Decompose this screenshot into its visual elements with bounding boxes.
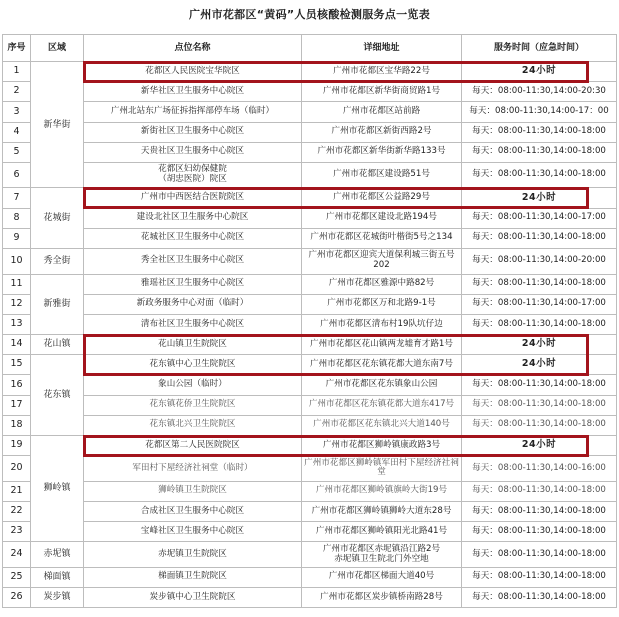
cell-site-name: 象山公园（临时） [84,375,302,395]
cell-seq: 15 [3,355,31,375]
table-row [3,142,617,162]
cell-hours: 每天：08:00-11:30,14:00-18:00 [462,522,617,542]
table-row [3,395,617,415]
cell-region: 赤坭镇 [31,542,84,568]
cell-seq: 9 [3,228,31,248]
cell-site-name: 清布社区卫生服务中心院区 [84,314,302,334]
cell-address: 广州市花都区赤坭镇沿江路2号 赤坭镇卫生院北门外空地 [302,542,462,568]
table-row [3,208,617,228]
table-row [3,228,617,248]
table-row [3,188,617,208]
cell-site-name: 广州市中西医结合医院院区 [84,188,302,208]
cell-region: 花东镇 [31,355,84,436]
cell-address: 广州市花都区建设北路194号 [302,208,462,228]
cell-seq: 12 [3,294,31,314]
cell-region: 花山镇 [31,335,84,355]
cell-hours: 每天：08:00-11:30,14:00-20:00 [462,249,617,275]
table-row [3,481,617,501]
cell-site-name: 花都区妇幼保健院 （胡忠医院）院区 [84,162,302,188]
cell-seq: 7 [3,188,31,208]
cell-address: 广州市花都区花东镇花都大道东南7号 [302,355,462,375]
table-row [3,335,617,355]
header-name: 点位名称 [84,35,302,62]
cell-address: 广州市花都区迎宾大道保利城三街五号202 [302,249,462,275]
header-seq: 序号 [3,35,31,62]
cell-address: 广州市花都区雅源中路82号 [302,274,462,294]
cell-seq: 23 [3,522,31,542]
cell-hours: 每天：08:00-11:30,14:00-18:00 [462,122,617,142]
cell-region: 梯面镇 [31,567,84,587]
cell-seq: 20 [3,456,31,482]
cell-hours: 每天：08:00-11:30,14:00-18:00 [462,375,617,395]
cell-address: 广州市花都区狮岭镇狮岭大道东28号 [302,501,462,521]
cell-site-name: 宝峰社区卫生服务中心院区 [84,522,302,542]
table-row [3,162,617,188]
cell-hours: 24小时 [462,436,617,456]
cell-region: 炭步镇 [31,587,84,607]
cell-site-name: 建设北社区卫生服务中心院区 [84,208,302,228]
cell-hours: 每天：08:00-11:30,14:00-18:00 [462,501,617,521]
cell-site-name: 花城社区卫生服务中心院区 [84,228,302,248]
cell-address: 广州市花都区花城街叶楷街5号之134 [302,228,462,248]
cell-site-name: 狮岭镇卫生院院区 [84,481,302,501]
cell-seq: 8 [3,208,31,228]
cell-hours: 每天：08:00-11:30,14:00-20:30 [462,82,617,102]
cell-seq: 13 [3,314,31,334]
table-row [3,501,617,521]
cell-site-name: 花东镇花侨卫生院院区 [84,395,302,415]
cell-seq: 14 [3,335,31,355]
cell-hours: 每天：08:00-11:30,14:00-18:00 [462,542,617,568]
cell-seq: 16 [3,375,31,395]
cell-address: 广州市花都区新街西路2号 [302,122,462,142]
cell-address: 广州市花都区狮岭镇阳光北路41号 [302,522,462,542]
table-body [3,62,617,608]
table-row [3,82,617,102]
page-title: 广州市花都区“黄码”人员核酸检测服务点一览表 [188,8,431,21]
cell-hours: 24小时 [462,355,617,375]
cell-seq: 21 [3,481,31,501]
table-row [3,587,617,607]
table-row [3,249,617,275]
cell-hours: 24小时 [462,188,617,208]
cell-site-name: 花都区第二人民医院院区 [84,436,302,456]
cell-site-name: 广州北站东广场征拆指挥部停车场（临时） [84,102,302,122]
cell-hours: 每天：08:00-11:30,14:00-17:00 [462,208,617,228]
table-row [3,542,617,568]
cell-address: 广州市花都区花东镇花都大道东417号 [302,395,462,415]
cell-address: 广州市花都区公益路29号 [302,188,462,208]
table-row [3,314,617,334]
cell-seq: 11 [3,274,31,294]
cell-site-name: 军田村下屋经济社祠堂（临时） [84,456,302,482]
cell-site-name: 雅瑶社区卫生服务中心院区 [84,274,302,294]
cell-address: 广州市花都区万和北路9-1号 [302,294,462,314]
cell-site-name: 天贵社区卫生服务中心院区 [84,142,302,162]
cell-seq: 2 [3,82,31,102]
cell-site-name: 秀全社区卫生服务中心院区 [84,249,302,275]
header-region: 区域 [31,35,84,62]
cell-hours: 每天：08:00-11:30,14:00-18:00 [462,314,617,334]
cell-address: 广州市花都区花山镇两龙墟育才路1号 [302,335,462,355]
header-hours: 服务时间（应急时间） [462,35,617,62]
cell-seq: 10 [3,249,31,275]
cell-hours: 每天：08:00-11:30,14:00-18:00 [462,274,617,294]
table-row [3,294,617,314]
cell-seq: 3 [3,102,31,122]
cell-address: 广州市花都区狮岭镇旗岭大街19号 [302,481,462,501]
cell-seq: 4 [3,122,31,142]
cell-site-name: 新政务服务中心对面（临时） [84,294,302,314]
cell-address: 广州市花都区花东镇北兴大道140号 [302,415,462,435]
cell-address: 广州市花都区宝华路22号 [302,62,462,82]
cell-site-name: 合成社区卫生服务中心院区 [84,501,302,521]
cell-hours: 每天：08:00-11:30,14:00-17:00 [462,294,617,314]
cell-address: 广州市花都区建设路51号 [302,162,462,188]
cell-region: 新雅街 [31,274,84,335]
cell-site-name: 炭步镇中心卫生院院区 [84,587,302,607]
cell-hours: 24小时 [462,335,617,355]
table-row [3,436,617,456]
cell-address: 广州市花都区梯面大道40号 [302,567,462,587]
table-row [3,355,617,375]
cell-address: 广州市花都区新华街新华路133号 [302,142,462,162]
cell-hours: 每天：08:00-11:30,14:00-18:00 [462,587,617,607]
cell-address: 广州市花都区狮岭镇军田村下屋经济社祠堂 [302,456,462,482]
table-row [3,274,617,294]
table-row [3,62,617,82]
cell-address: 广州市花都区新华街商贸路1号 [302,82,462,102]
cell-site-name: 新街社区卫生服务中心院区 [84,122,302,142]
table-row [3,375,617,395]
cell-site-name: 花都区人民医院宝华院区 [84,62,302,82]
table-row [3,122,617,142]
cell-seq: 22 [3,501,31,521]
cell-address: 广州市花都区清布村19队坑仔边 [302,314,462,334]
table-row [3,522,617,542]
testing-sites-table [2,34,617,608]
cell-seq: 5 [3,142,31,162]
cell-seq: 1 [3,62,31,82]
cell-hours: 每天：08:00-11:30,14:00-18:00 [462,142,617,162]
cell-seq: 19 [3,436,31,456]
table-row [3,567,617,587]
cell-region: 新华街 [31,62,84,188]
table-row [3,415,617,435]
cell-region: 秀全街 [31,249,84,275]
cell-address: 广州市花都区站前路 [302,102,462,122]
cell-site-name: 赤坭镇卫生院院区 [84,542,302,568]
table-row [3,456,617,482]
cell-address: 广州市花都区花东镇象山公园 [302,375,462,395]
cell-seq: 25 [3,567,31,587]
cell-seq: 17 [3,395,31,415]
cell-site-name: 新华社区卫生服务中心院区 [84,82,302,102]
cell-hours: 每天：08:00-11:30,14:00-17：00 [462,102,617,122]
table-header-row [3,35,617,62]
cell-site-name: 花山镇卫生院院区 [84,335,302,355]
cell-hours: 每天：08:00-11:30,14:00-18:00 [462,481,617,501]
table-row [3,102,617,122]
cell-hours: 每天：08:00-11:30,14:00-18:00 [462,395,617,415]
cell-region: 狮岭镇 [31,436,84,542]
cell-region: 花城街 [31,188,84,249]
cell-seq: 24 [3,542,31,568]
header-address: 详细地址 [302,35,462,62]
cell-hours: 每天：08:00-11:30,14:00-16:00 [462,456,617,482]
cell-seq: 6 [3,162,31,188]
cell-seq: 26 [3,587,31,607]
cell-address: 广州市花都区狮岭镇康政路3号 [302,436,462,456]
cell-site-name: 花东镇北兴卫生院院区 [84,415,302,435]
cell-hours: 每天：08:00-11:30,14:00-18:00 [462,567,617,587]
cell-hours: 每天：08:00-11:30,14:00-18:00 [462,162,617,188]
cell-hours: 每天：08:00-11:30,14:00-18:00 [462,415,617,435]
cell-seq: 18 [3,415,31,435]
cell-hours: 每天：08:00-11:30,14:00-18:00 [462,228,617,248]
cell-address: 广州市花都区炭步镇桥南路28号 [302,587,462,607]
cell-site-name: 花东镇中心卫生院院区 [84,355,302,375]
cell-hours: 24小时 [462,62,617,82]
cell-site-name: 梯面镇卫生院院区 [84,567,302,587]
